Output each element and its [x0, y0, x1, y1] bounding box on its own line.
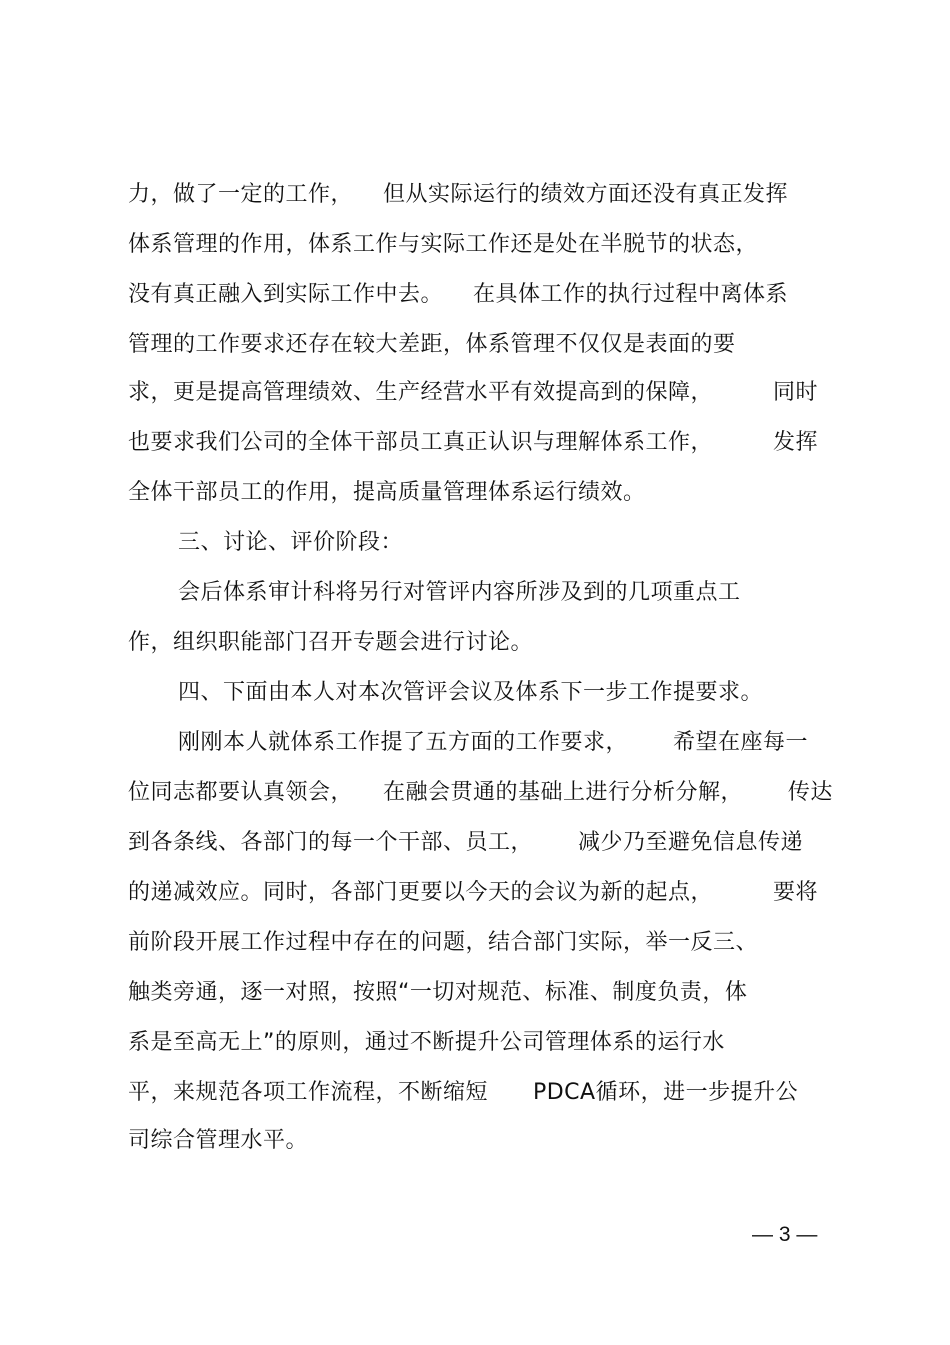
paragraph-line: 管理的工作要求还存在较大差距，体系管理不仅仅是表面的要 — [128, 332, 736, 357]
paragraph-line: 体系管理的作用，体系工作与实际工作还是处在半脱节的状态， — [128, 232, 759, 257]
paragraph-line: 没有真正融入到实际工作中去。 在具体工作的执行过程中离体系 — [128, 282, 788, 307]
paragraph-line: 系是至高无上”的原则，通过不断提升公司管理体系的运行水 — [128, 1030, 725, 1055]
paragraph-line: 刚刚本人就体系工作提了五方面的工作要求， 希望在座每一 — [178, 730, 808, 755]
paragraph-line: 也要求我们公司的全体干部员工真正认识与理解体系工作， 发挥 — [128, 430, 818, 455]
page-number: — 3 — — [752, 1223, 818, 1246]
paragraph-line: 平，来规范各项工作流程，不断缩短 PDCA循环，进一步提升公 — [128, 1080, 799, 1105]
paragraph-line: 求，更是提高管理绩效、生产经营水平有效提高到的保障， 同时 — [128, 380, 818, 405]
section-heading: 三、讨论、评价阶段： — [178, 530, 404, 555]
paragraph-line: 位同志都要认真领会， 在融会贯通的基础上进行分析分解， 传达 — [128, 780, 833, 805]
paragraph-line: 全体干部员工的作用，提高质量管理体系运行绩效。 — [128, 480, 646, 505]
paragraph-line: 的递减效应。同时，各部门更要以今天的会议为新的起点， 要将 — [128, 880, 818, 905]
paragraph-line: 触类旁通，逐一对照，按照“一切对规范、标准、制度负责，体 — [128, 980, 748, 1005]
section-heading: 四、下面由本人对本次管评会议及体系下一步工作提要求。 — [178, 680, 764, 705]
paragraph-line: 会后体系审计科将另行对管评内容所涉及到的几项重点工 — [178, 580, 741, 605]
paragraph-line: 司综合管理水平。 — [128, 1128, 309, 1153]
paragraph-line: 力，做了一定的工作， 但从实际运行的绩效方面还没有真正发挥 — [128, 182, 788, 207]
paragraph-line: 作，组织职能部门召开专题会进行讨论。 — [128, 630, 534, 655]
paragraph-line: 到各条线、各部门的每一个干部、员工， 减少乃至避免信息传递 — [128, 830, 803, 855]
paragraph-line: 前阶段开展工作过程中存在的问题，结合部门实际，举一反三、 — [128, 930, 759, 955]
